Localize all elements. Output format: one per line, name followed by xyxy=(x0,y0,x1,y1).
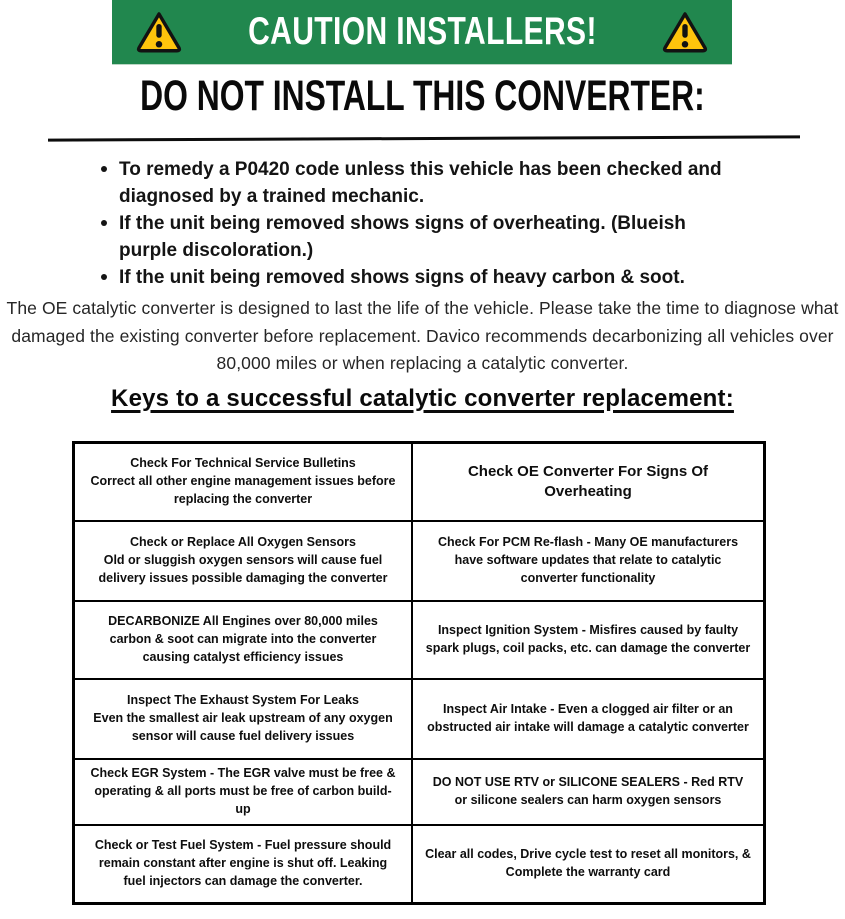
keys-heading: Keys to a successful catalytic converter replacement: xyxy=(111,385,734,412)
tip-text: Check OE Converter For Signs Of Overheating xyxy=(467,462,709,500)
tip-cell-right xyxy=(413,760,763,824)
tip-text: DO NOT USE RTV or SILICONE SEALERS - Red RTV or silicone sealers can harm oxygen sensors xyxy=(432,775,744,807)
tip-text: Check For PCM Re-flash - Many OE manufacturers have software updates that relate to catalytic converter functionality xyxy=(437,535,739,585)
tip-text: Check or Replace All Oxygen Sensors xyxy=(129,535,356,550)
tip-cell-left xyxy=(75,680,411,758)
tip-text: Check For Technical Service Bulletins xyxy=(130,456,356,471)
caution-banner xyxy=(112,0,732,64)
tip-text: DECARBONIZE All Engines over 80,000 miles carbon & soot can migrate into the converter causing catalyst efficiency issues xyxy=(108,614,378,664)
tip-text: Check or Test Fuel System - Fuel pressure should remain constant after engine is shut off. Leaking fuel injectors can damage the converter. xyxy=(94,838,392,888)
tip-cell-left xyxy=(75,826,411,902)
warning-text: If the unit being removed shows signs of heavy carbon & soot. xyxy=(119,267,685,288)
warning-list xyxy=(100,156,730,291)
bullet-icon xyxy=(101,166,107,172)
tip-text: Even the smallest air leak upstream of any oxygen sensor will cause fuel delivery issues xyxy=(93,711,393,743)
tip-text: Inspect The Exhaust System For Leaks xyxy=(126,693,360,708)
banner-title: CAUTION INSTALLERS! xyxy=(247,10,597,53)
warning-item xyxy=(100,264,730,291)
warning-triangle-icon xyxy=(136,10,182,54)
warning-triangle-icon xyxy=(662,10,708,54)
divider-line xyxy=(48,135,800,141)
tip-text: Clear all codes, Drive cycle test to reset all monitors, & Complete the warranty card xyxy=(425,847,751,879)
page-title-text: DO NOT INSTALL THIS CONVERTER: xyxy=(140,72,705,120)
warning-text: To remedy a P0420 code unless this vehicle has been checked and diagnosed by a trained mechanic. xyxy=(119,159,722,207)
tip-cell-right xyxy=(413,826,763,902)
tip-cell-right xyxy=(413,602,763,678)
tip-text: Check EGR System - The EGR valve must be free & operating & all ports must be free of carbon build-up xyxy=(90,766,396,816)
bullet-icon xyxy=(101,220,107,226)
tips-table xyxy=(72,441,766,905)
advisory-paragraph: The OE catalytic converter is designed to last the life of the vehicle. Please take the time to diagnose what damaged the existing converter before replacement. Davico recommends decarbonizing all vehicles over 80,000 miles or when replacing a catalytic converter. xyxy=(6,298,839,373)
bullet-icon xyxy=(101,274,107,280)
page-title xyxy=(0,72,845,121)
warning-item xyxy=(100,156,730,210)
tip-text: Inspect Ignition System - Misfires caused by faulty spark plugs, coil packs, etc. can damage the converter xyxy=(425,623,751,655)
tip-cell-left xyxy=(75,602,411,678)
tip-cell-right xyxy=(413,444,763,520)
warning-item xyxy=(100,210,730,264)
tip-text: Correct all other engine management issues before replacing the converter xyxy=(90,474,396,506)
tip-text: Old or sluggish oxygen sensors will cause fuel delivery issues possible damaging the converter xyxy=(98,553,388,585)
tip-text: Inspect Air Intake - Even a clogged air filter or an obstructed air intake will damage a catalytic converter xyxy=(427,702,749,734)
tip-cell-right xyxy=(413,680,763,758)
tip-cell-right xyxy=(413,522,763,600)
tip-cell-left xyxy=(75,444,411,520)
tip-cell-left xyxy=(75,522,411,600)
tip-cell-left xyxy=(75,760,411,824)
warning-text: If the unit being removed shows signs of overheating. (Blueish purple discoloration.) xyxy=(119,213,686,261)
